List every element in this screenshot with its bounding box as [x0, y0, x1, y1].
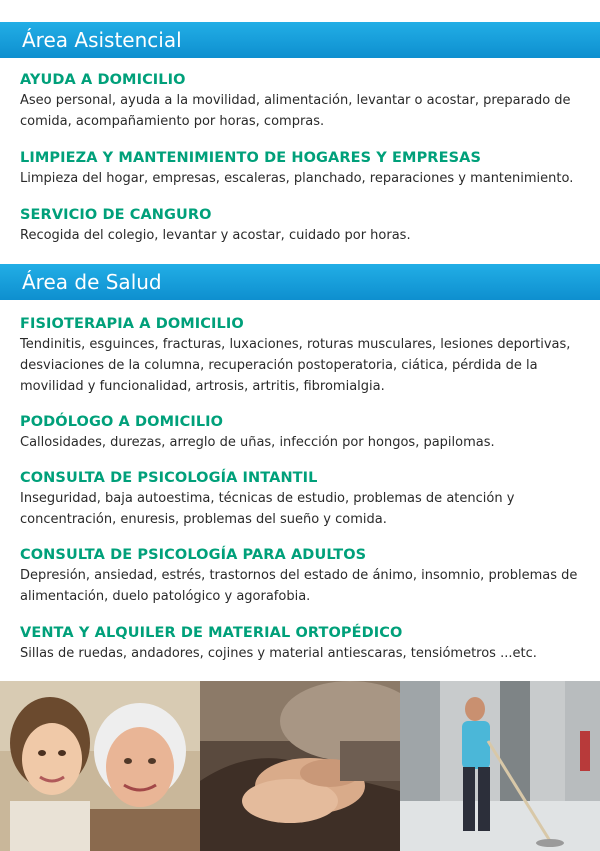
service-description: Sillas de ruedas, andadores, cojines y material antiescaras, tensiómetros ...etc. [20, 646, 537, 661]
service-block [20, 470, 585, 530]
service-description: Recogida del colegio, levantar y acostar, cuidado por horas. [20, 228, 411, 243]
service-description: Tendinitis, esguinces, fracturas, luxaciones, roturas musculares, lesiones deportivas, desviaciones de la columna, recuperación postoperatoria, ciática, pérdida de la movilidad y funcionalidad, artrosis, artritis, fibromialgia. [20, 337, 571, 394]
service-description: Callosidades, durezas, arreglo de uñas, infección por hongos, papilomas. [20, 435, 495, 450]
service-block [20, 207, 585, 246]
service-title: FISIOTERAPIA A DOMICILIO [20, 316, 244, 332]
service-block [20, 316, 585, 397]
service-title: CONSULTA DE PSICOLOGÍA INTANTIL [20, 470, 318, 486]
service-block [20, 150, 585, 189]
section-header-label: Área de Salud [22, 270, 162, 294]
service-block [20, 547, 585, 607]
service-description: Limpieza del hogar, empresas, escaleras, planchado, reparaciones y mantenimiento. [20, 171, 574, 186]
service-block [20, 414, 585, 453]
photo-strip [0, 681, 600, 851]
service-title: SERVICIO DE CANGURO [20, 207, 212, 223]
service-block [20, 625, 585, 664]
section-header-salud [0, 264, 600, 300]
photo-holding-hands [200, 681, 400, 851]
service-block [20, 72, 585, 132]
service-title: CONSULTA DE PSICOLOGÍA PARA ADULTOS [20, 547, 367, 563]
service-description: Aseo personal, ayuda a la movilidad, alimentación, levantar o acostar, preparado de comida, acompañamiento por horas, compras. [20, 93, 571, 129]
service-title: VENTA Y ALQUILER DE MATERIAL ORTOPÉDICO [20, 625, 403, 641]
section-header-label: Área Asistencial [22, 28, 182, 52]
service-title: PODÓLOGO A DOMICILIO [20, 414, 224, 430]
service-description: Depresión, ansiedad, estrés, trastornos del estado de ánimo, insomnio, problemas de alimentación, duelo patológico y agorafobia. [20, 568, 578, 604]
service-title: AYUDA A DOMICILIO [20, 72, 186, 88]
service-title: LIMPIEZA Y MANTENIMIENTO DE HOGARES Y EMPRESAS [20, 150, 481, 166]
service-description: Inseguridad, baja autoestima, técnicas de estudio, problemas de atención y concentración, enuresis, problemas del sueño y comida. [20, 491, 515, 527]
photo-caregiver-elderly [0, 681, 200, 851]
photo-cleaning-worker [400, 681, 600, 851]
section-header-asistencial [0, 22, 600, 58]
